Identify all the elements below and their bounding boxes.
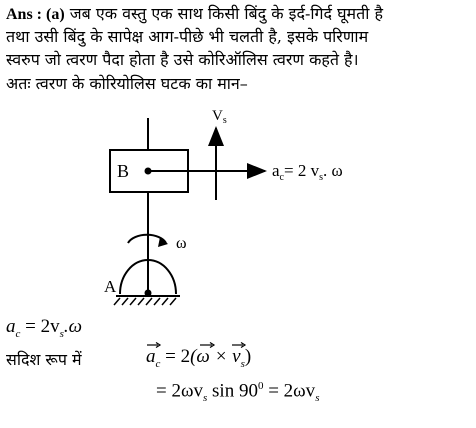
equation-3: = $2\omega v_s$ $\sin 90^0 = 2\omega v_s$ bbox=[156, 380, 320, 405]
vector-form-label: सदिश रूप में bbox=[6, 350, 82, 369]
ac-label: $a_c= 2$ $v_s$. ω bbox=[272, 161, 343, 183]
answer-line-3: स्वरुप जो त्वरण पैदा होता है उसे कोरिऑलिस त्वरण कहते है। bbox=[6, 50, 359, 69]
equation-1: $a_c = 2v_s.\omega$ bbox=[6, 316, 83, 340]
block-label: B bbox=[117, 161, 130, 181]
answer-line-4: अतः त्वरण के कोरियोलिस घटक का मान– bbox=[6, 74, 248, 93]
pivot-label: A bbox=[104, 277, 117, 296]
vs-label: $V_s$ bbox=[212, 108, 227, 126]
answer-line-2: तथा उसी बिंदु के सापेक्ष आग-पीछे भी चलती है, इसके परिणाम bbox=[6, 27, 369, 46]
equation-2: $a_c = 2(\omega \times v_s)$ bbox=[146, 346, 252, 370]
answer-label: Ans : (a) bbox=[6, 6, 65, 23]
omega-label: ω bbox=[176, 235, 187, 252]
answer-text-1: जब एक वस्तु एक साथ किसी बिंदु के इर्द-गिर्द घूमती है bbox=[64, 4, 383, 23]
ground-hatch bbox=[114, 298, 176, 305]
